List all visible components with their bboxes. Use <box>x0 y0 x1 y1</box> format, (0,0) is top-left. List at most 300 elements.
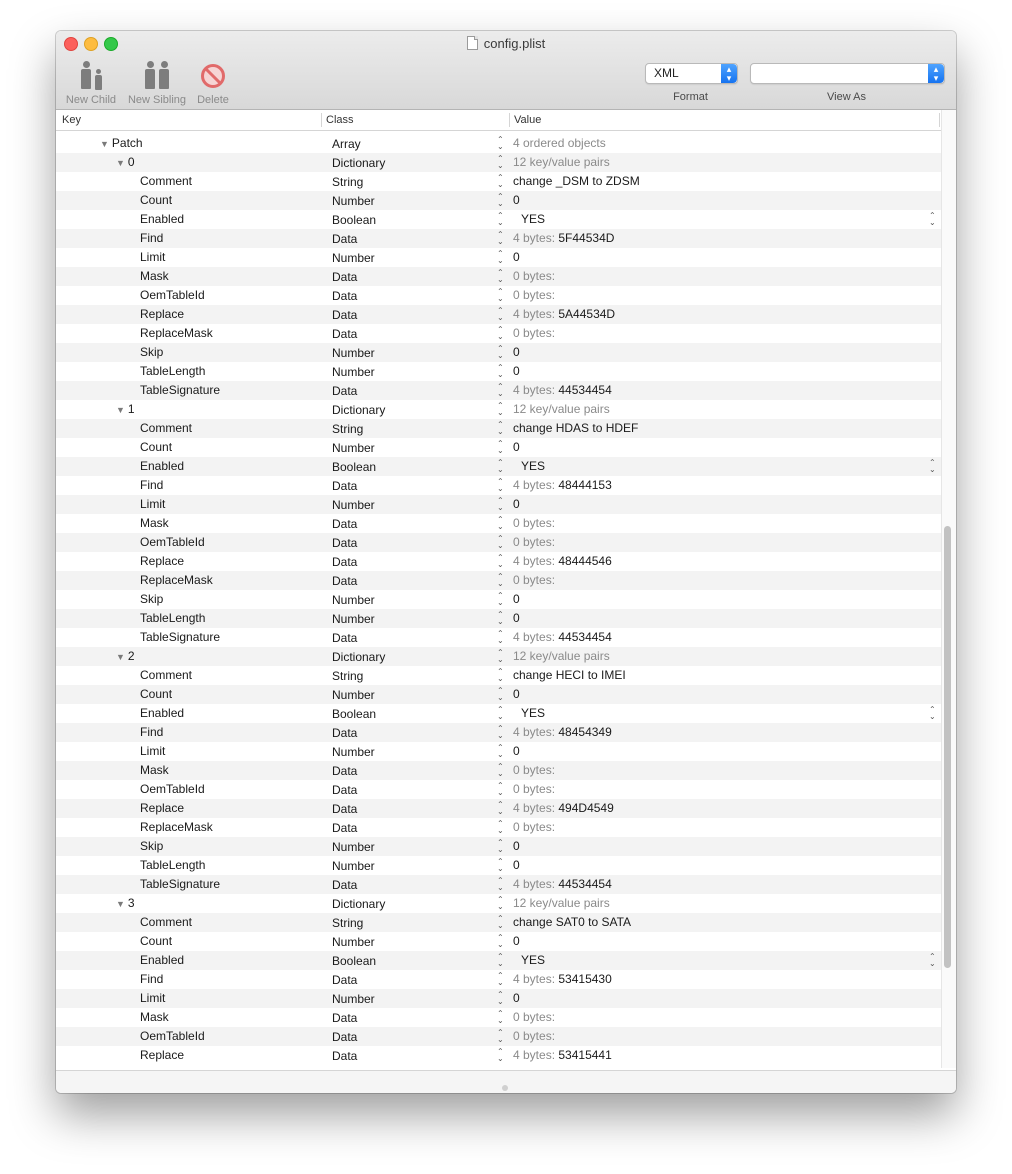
table-row[interactable] <box>56 761 941 780</box>
new-sibling-button[interactable] <box>124 59 190 106</box>
row-class[interactable]: Number <box>332 688 375 702</box>
row-class[interactable]: Data <box>332 517 358 531</box>
row-class[interactable]: String <box>332 669 364 683</box>
row-class[interactable]: Data <box>332 764 358 778</box>
table-row[interactable] <box>56 552 941 571</box>
row-key[interactable] <box>140 668 192 682</box>
row-class[interactable]: Number <box>332 992 375 1006</box>
table-row[interactable] <box>56 419 941 438</box>
table-row[interactable] <box>56 400 941 419</box>
row-key[interactable] <box>140 782 205 796</box>
row-class[interactable]: Boolean <box>332 954 377 968</box>
class-stepper-icon[interactable]: ⌃ ⌄ <box>497 990 504 1006</box>
row-key-text: Comment <box>140 421 193 435</box>
row-key[interactable] <box>140 212 184 226</box>
row-key[interactable] <box>140 1048 184 1062</box>
row-value[interactable] <box>513 839 520 853</box>
row-value[interactable] <box>513 858 520 872</box>
row-value[interactable] <box>513 326 555 340</box>
row-class[interactable]: Data <box>332 536 358 550</box>
row-class[interactable]: Data <box>332 555 358 569</box>
table-row[interactable] <box>56 1008 941 1027</box>
plist-outline[interactable] <box>56 134 941 1065</box>
table-row[interactable] <box>56 799 941 818</box>
table-row[interactable] <box>56 381 941 400</box>
table-row[interactable] <box>56 590 941 609</box>
class-stepper-icon[interactable]: ⌃ ⌄ <box>497 800 504 816</box>
table-row[interactable] <box>56 533 941 552</box>
row-class[interactable]: Boolean <box>332 707 377 721</box>
row-class[interactable]: Data <box>332 973 358 987</box>
class-stepper-icon[interactable]: ⌃ ⌄ <box>497 534 504 550</box>
row-value[interactable] <box>513 174 640 188</box>
row-class[interactable]: Data <box>332 574 358 588</box>
class-stepper-icon[interactable]: ⌃ ⌄ <box>497 610 504 626</box>
row-key[interactable] <box>140 706 184 720</box>
row-key[interactable] <box>140 592 163 606</box>
row-value[interactable] <box>513 516 555 530</box>
row-class[interactable]: Data <box>332 270 358 284</box>
format-select-value: XML <box>654 66 679 80</box>
row-value[interactable] <box>513 592 520 606</box>
class-stepper-icon[interactable]: ⌃ ⌄ <box>497 230 504 246</box>
table-row[interactable] <box>56 1046 941 1065</box>
class-stepper-icon[interactable]: ⌃ ⌄ <box>497 420 504 436</box>
row-class[interactable]: Data <box>332 878 358 892</box>
row-key-text: OemTableId <box>140 535 205 549</box>
table-row[interactable] <box>56 476 941 495</box>
row-key[interactable] <box>140 459 184 473</box>
row-class[interactable]: Data <box>332 232 358 246</box>
table-row[interactable] <box>56 666 941 685</box>
row-class[interactable]: Number <box>332 194 375 208</box>
row-class[interactable]: Dictionary <box>332 156 386 170</box>
row-class[interactable]: Number <box>332 498 375 512</box>
row-value[interactable] <box>513 231 614 245</box>
row-value[interactable] <box>513 763 555 777</box>
window-title <box>56 36 956 51</box>
row-value[interactable] <box>513 744 520 758</box>
row-key[interactable] <box>116 896 135 910</box>
table-row[interactable] <box>56 343 941 362</box>
row-key[interactable] <box>140 554 184 568</box>
row-class[interactable]: Data <box>332 327 358 341</box>
row-key[interactable] <box>140 421 192 435</box>
table-row[interactable] <box>56 172 941 191</box>
class-stepper-icon[interactable]: ⌃ ⌄ <box>497 382 504 398</box>
column-header-class[interactable]: Class <box>326 114 354 126</box>
row-value[interactable] <box>513 630 612 644</box>
table-row[interactable] <box>56 210 941 229</box>
row-class[interactable]: Dictionary <box>332 897 386 911</box>
new-child-button[interactable] <box>63 59 119 106</box>
row-value-hint: 4 bytes: <box>513 478 556 492</box>
row-key[interactable] <box>140 516 169 530</box>
row-key-text: Skip <box>140 592 164 606</box>
row-key[interactable] <box>140 820 213 834</box>
table-row[interactable] <box>56 628 941 647</box>
table-row[interactable] <box>56 571 941 590</box>
row-value[interactable] <box>513 782 555 796</box>
row-value[interactable] <box>513 877 612 891</box>
disclosure-triangle-icon[interactable]: ▼ <box>116 158 125 168</box>
row-class[interactable]: Number <box>332 612 375 626</box>
boolean-popup-icon[interactable]: ⌃ ⌄ <box>929 458 936 474</box>
row-key[interactable] <box>140 478 163 492</box>
table-row[interactable] <box>56 856 941 875</box>
class-stepper-icon[interactable]: ⌃ ⌄ <box>497 648 504 664</box>
row-class[interactable]: Data <box>332 289 358 303</box>
table-row[interactable] <box>56 951 941 970</box>
table-row[interactable] <box>56 134 941 153</box>
class-stepper-icon[interactable]: ⌃ ⌄ <box>497 515 504 531</box>
column-header-key[interactable]: Key <box>62 114 81 126</box>
table-row[interactable] <box>56 723 941 742</box>
table-row[interactable] <box>56 704 941 723</box>
column-header-value[interactable]: Value <box>514 114 542 126</box>
row-key[interactable] <box>100 136 143 150</box>
table-row[interactable] <box>56 818 941 837</box>
row-value[interactable] <box>513 364 520 378</box>
class-stepper-icon[interactable]: ⌃ ⌄ <box>497 819 504 835</box>
row-key-text: Find <box>140 725 164 739</box>
class-stepper-icon[interactable]: ⌃ ⌄ <box>497 287 504 303</box>
table-row[interactable] <box>56 875 941 894</box>
class-stepper-icon[interactable]: ⌃ ⌄ <box>497 1047 504 1063</box>
row-key[interactable] <box>140 934 172 948</box>
class-stepper-icon[interactable]: ⌃ ⌄ <box>497 553 504 569</box>
row-key[interactable] <box>140 193 172 207</box>
boolean-popup-icon[interactable]: ⌃ ⌄ <box>929 705 936 721</box>
row-value[interactable] <box>513 991 520 1005</box>
row-class[interactable]: Array <box>332 137 361 151</box>
class-stepper-icon[interactable]: ⌃ ⌄ <box>497 914 504 930</box>
table-row[interactable] <box>56 837 941 856</box>
resize-handle[interactable] <box>502 1085 508 1091</box>
row-class[interactable]: String <box>332 175 364 189</box>
new-sibling-icon <box>124 59 190 91</box>
row-key-text: OemTableId <box>140 1029 205 1043</box>
row-value[interactable] <box>513 573 555 587</box>
row-class[interactable]: Number <box>332 346 375 360</box>
row-key[interactable] <box>140 972 163 986</box>
row-value[interactable] <box>513 668 626 682</box>
row-class[interactable]: Data <box>332 821 358 835</box>
row-key[interactable] <box>116 649 135 663</box>
row-key[interactable] <box>140 440 172 454</box>
row-key[interactable] <box>140 573 213 587</box>
row-class[interactable]: Boolean <box>332 213 377 227</box>
class-stepper-icon[interactable]: ⌃ ⌄ <box>497 705 504 721</box>
table-row[interactable] <box>56 647 941 666</box>
row-value[interactable] <box>513 554 612 568</box>
table-row[interactable] <box>56 248 941 267</box>
row-value[interactable] <box>513 1048 612 1062</box>
row-value[interactable] <box>513 801 614 815</box>
row-key[interactable] <box>140 763 169 777</box>
class-stepper-icon[interactable]: ⌃ ⌄ <box>497 857 504 873</box>
boolean-popup-icon[interactable]: ⌃ ⌄ <box>929 211 936 227</box>
row-value[interactable] <box>513 383 612 397</box>
row-key[interactable] <box>140 630 220 644</box>
row-key[interactable] <box>140 269 169 283</box>
disclosure-triangle-icon[interactable]: ▼ <box>116 899 125 909</box>
row-value[interactable] <box>513 402 610 416</box>
row-key[interactable] <box>140 991 165 1005</box>
row-class[interactable]: String <box>332 422 364 436</box>
class-stepper-icon[interactable]: ⌃ ⌄ <box>497 268 504 284</box>
table-row[interactable] <box>56 191 941 210</box>
row-value[interactable] <box>521 459 545 473</box>
row-class[interactable]: Number <box>332 593 375 607</box>
row-value[interactable] <box>513 421 638 435</box>
row-key[interactable] <box>140 858 205 872</box>
row-key[interactable] <box>140 1029 205 1043</box>
row-key-text: Find <box>140 478 164 492</box>
row-class[interactable]: Data <box>332 783 358 797</box>
row-value[interactable] <box>513 820 555 834</box>
row-class[interactable]: Data <box>332 384 358 398</box>
delete-button[interactable] <box>193 59 233 106</box>
row-class[interactable]: Number <box>332 365 375 379</box>
row-key[interactable] <box>140 250 165 264</box>
disclosure-triangle-icon[interactable]: ▼ <box>116 405 125 415</box>
new-child-icon <box>63 59 119 91</box>
class-stepper-icon[interactable]: ⌃ ⌄ <box>497 895 504 911</box>
row-value[interactable] <box>513 250 520 264</box>
row-value[interactable] <box>513 288 555 302</box>
class-stepper-icon[interactable]: ⌃ ⌄ <box>497 667 504 683</box>
table-row[interactable] <box>56 780 941 799</box>
row-key-text: Limit <box>140 991 166 1005</box>
class-stepper-icon[interactable]: ⌃ ⌄ <box>497 572 504 588</box>
row-value[interactable] <box>513 440 520 454</box>
class-stepper-icon[interactable]: ⌃ ⌄ <box>497 211 504 227</box>
scrollbar-thumb[interactable] <box>944 526 951 968</box>
table-row[interactable] <box>56 324 941 343</box>
class-stepper-icon[interactable]: ⌃ ⌄ <box>497 439 504 455</box>
row-key[interactable] <box>140 288 205 302</box>
row-class[interactable]: Data <box>332 802 358 816</box>
row-value[interactable] <box>513 345 520 359</box>
row-class[interactable]: Boolean <box>332 460 377 474</box>
row-value-text: 494D4549 <box>558 801 614 815</box>
class-stepper-icon[interactable]: ⌃ ⌄ <box>497 933 504 949</box>
row-value[interactable] <box>513 649 610 663</box>
column-divider[interactable] <box>509 113 510 127</box>
row-key-text: Mask <box>140 1010 169 1024</box>
column-divider[interactable] <box>321 113 322 127</box>
class-stepper-icon[interactable]: ⌃ ⌄ <box>497 344 504 360</box>
row-key[interactable] <box>140 725 163 739</box>
class-stepper-icon[interactable]: ⌃ ⌄ <box>497 154 504 170</box>
row-key[interactable] <box>140 801 184 815</box>
row-value-hint: 4 bytes: <box>513 1048 556 1062</box>
row-class[interactable]: Data <box>332 1049 358 1063</box>
row-key[interactable] <box>140 364 205 378</box>
row-key[interactable] <box>140 345 163 359</box>
table-row[interactable] <box>56 1027 941 1046</box>
row-class[interactable]: Data <box>332 726 358 740</box>
row-value[interactable] <box>513 136 606 150</box>
row-key[interactable] <box>116 155 135 169</box>
row-key[interactable] <box>140 1010 169 1024</box>
row-value[interactable] <box>513 307 615 321</box>
row-value-text: 0 <box>513 611 520 625</box>
class-stepper-icon[interactable]: ⌃ ⌄ <box>497 591 504 607</box>
class-stepper-icon[interactable]: ⌃ ⌄ <box>497 629 504 645</box>
row-class[interactable]: String <box>332 916 364 930</box>
table-row[interactable] <box>56 438 941 457</box>
class-stepper-icon[interactable]: ⌃ ⌄ <box>497 971 504 987</box>
class-stepper-icon[interactable]: ⌃ ⌄ <box>497 458 504 474</box>
row-key-text: Skip <box>140 345 164 359</box>
class-stepper-icon[interactable]: ⌃ ⌄ <box>497 401 504 417</box>
row-key-text: 2 <box>127 649 135 663</box>
class-stepper-icon[interactable]: ⌃ ⌄ <box>497 192 504 208</box>
row-class[interactable]: Data <box>332 1011 358 1025</box>
class-stepper-icon[interactable]: ⌃ ⌄ <box>497 1009 504 1025</box>
row-value[interactable] <box>513 1029 555 1043</box>
boolean-popup-icon[interactable]: ⌃ ⌄ <box>929 952 936 968</box>
row-key[interactable] <box>140 744 165 758</box>
row-value[interactable] <box>513 915 631 929</box>
table-row[interactable] <box>56 362 941 381</box>
row-key[interactable] <box>140 383 220 397</box>
row-value-hint: 4 ordered objects <box>513 136 606 150</box>
class-stepper-icon[interactable]: ⌃ ⌄ <box>497 743 504 759</box>
class-stepper-icon[interactable]: ⌃ ⌄ <box>497 724 504 740</box>
class-stepper-icon[interactable]: ⌃ ⌄ <box>497 876 504 892</box>
row-value[interactable] <box>521 706 545 720</box>
row-value[interactable] <box>521 212 545 226</box>
class-stepper-icon[interactable]: ⌃ ⌄ <box>497 838 504 854</box>
class-stepper-icon[interactable]: ⌃ ⌄ <box>497 325 504 341</box>
row-value[interactable] <box>513 687 520 701</box>
row-key[interactable] <box>140 497 165 511</box>
class-stepper-icon[interactable]: ⌃ ⌄ <box>497 173 504 189</box>
row-value-hint: 12 key/value pairs <box>513 896 610 910</box>
row-value-hint: 4 bytes: <box>513 877 556 891</box>
row-value-text: 0 <box>513 345 520 359</box>
row-value[interactable] <box>513 896 610 910</box>
view-as-select[interactable] <box>750 63 945 84</box>
row-key[interactable] <box>140 535 205 549</box>
class-stepper-icon[interactable]: ⌃ ⌄ <box>497 781 504 797</box>
row-value[interactable] <box>513 193 520 207</box>
class-stepper-icon[interactable]: ⌃ ⌄ <box>497 363 504 379</box>
row-key[interactable] <box>116 402 135 416</box>
table-row[interactable] <box>56 495 941 514</box>
table-row[interactable] <box>56 286 941 305</box>
row-value[interactable] <box>513 611 520 625</box>
row-class[interactable]: Data <box>332 1030 358 1044</box>
row-value[interactable] <box>513 972 612 986</box>
row-value[interactable] <box>513 1010 555 1024</box>
document-icon <box>467 36 478 50</box>
table-row[interactable] <box>56 609 941 628</box>
class-stepper-icon[interactable]: ⌃ ⌄ <box>497 306 504 322</box>
table-row[interactable] <box>56 894 941 913</box>
table-row[interactable] <box>56 970 941 989</box>
table-row[interactable] <box>56 989 941 1008</box>
class-stepper-icon[interactable]: ⌃ ⌄ <box>497 1028 504 1044</box>
row-value-text: 0 <box>513 858 520 872</box>
row-class[interactable]: Dictionary <box>332 403 386 417</box>
row-class[interactable]: Number <box>332 441 375 455</box>
table-row[interactable] <box>56 457 941 476</box>
row-class[interactable]: Data <box>332 631 358 645</box>
table-row[interactable] <box>56 153 941 172</box>
row-value[interactable] <box>513 478 612 492</box>
row-class[interactable]: Number <box>332 251 375 265</box>
row-value[interactable] <box>513 934 520 948</box>
class-stepper-icon[interactable]: ⌃ ⌄ <box>497 477 504 493</box>
row-key-text: Comment <box>140 668 193 682</box>
row-value[interactable] <box>513 155 610 169</box>
row-class[interactable]: Data <box>332 479 358 493</box>
row-class[interactable]: Number <box>332 935 375 949</box>
row-class[interactable]: Number <box>332 840 375 854</box>
row-value-text: change HECI to IMEI <box>513 668 626 682</box>
row-key[interactable] <box>140 326 213 340</box>
row-class[interactable]: Data <box>332 308 358 322</box>
row-key[interactable] <box>140 231 163 245</box>
row-key[interactable] <box>140 611 205 625</box>
row-key-text: Enabled <box>140 212 185 226</box>
new-child-label: New Child <box>65 94 117 106</box>
table-row[interactable] <box>56 932 941 951</box>
row-key-text: Mask <box>140 516 169 530</box>
row-value[interactable] <box>513 497 520 511</box>
row-key[interactable] <box>140 839 163 853</box>
row-key-text: 0 <box>127 155 135 169</box>
table-row[interactable] <box>56 305 941 324</box>
format-select[interactable] <box>645 63 738 84</box>
row-value[interactable] <box>513 269 555 283</box>
table-row[interactable] <box>56 514 941 533</box>
row-key[interactable] <box>140 687 172 701</box>
table-row[interactable] <box>56 267 941 286</box>
table-row[interactable] <box>56 742 941 761</box>
row-key-text: Replace <box>140 801 185 815</box>
table-row[interactable] <box>56 229 941 248</box>
row-key[interactable] <box>140 915 192 929</box>
table-row[interactable] <box>56 913 941 932</box>
row-class[interactable]: Dictionary <box>332 650 386 664</box>
class-stepper-icon[interactable]: ⌃ ⌄ <box>497 496 504 512</box>
class-stepper-icon[interactable]: ⌃ ⌄ <box>497 952 504 968</box>
disclosure-triangle-icon[interactable]: ▼ <box>100 139 109 149</box>
row-key[interactable] <box>140 174 192 188</box>
row-key-text: TableSignature <box>140 383 221 397</box>
row-key[interactable] <box>140 307 184 321</box>
row-class[interactable]: Number <box>332 745 375 759</box>
row-value[interactable] <box>513 725 612 739</box>
row-value[interactable] <box>521 953 545 967</box>
class-stepper-icon[interactable]: ⌃ ⌄ <box>497 686 504 702</box>
class-stepper-icon[interactable]: ⌃ ⌄ <box>497 762 504 778</box>
row-class[interactable]: Number <box>332 859 375 873</box>
row-key[interactable] <box>140 953 184 967</box>
row-value[interactable] <box>513 535 555 549</box>
class-stepper-icon[interactable]: ⌃ ⌄ <box>497 135 504 151</box>
disclosure-triangle-icon[interactable]: ▼ <box>116 652 125 662</box>
class-stepper-icon[interactable]: ⌃ ⌄ <box>497 249 504 265</box>
table-row[interactable] <box>56 685 941 704</box>
row-value-text: 0 <box>513 440 520 454</box>
row-key[interactable] <box>140 877 220 891</box>
